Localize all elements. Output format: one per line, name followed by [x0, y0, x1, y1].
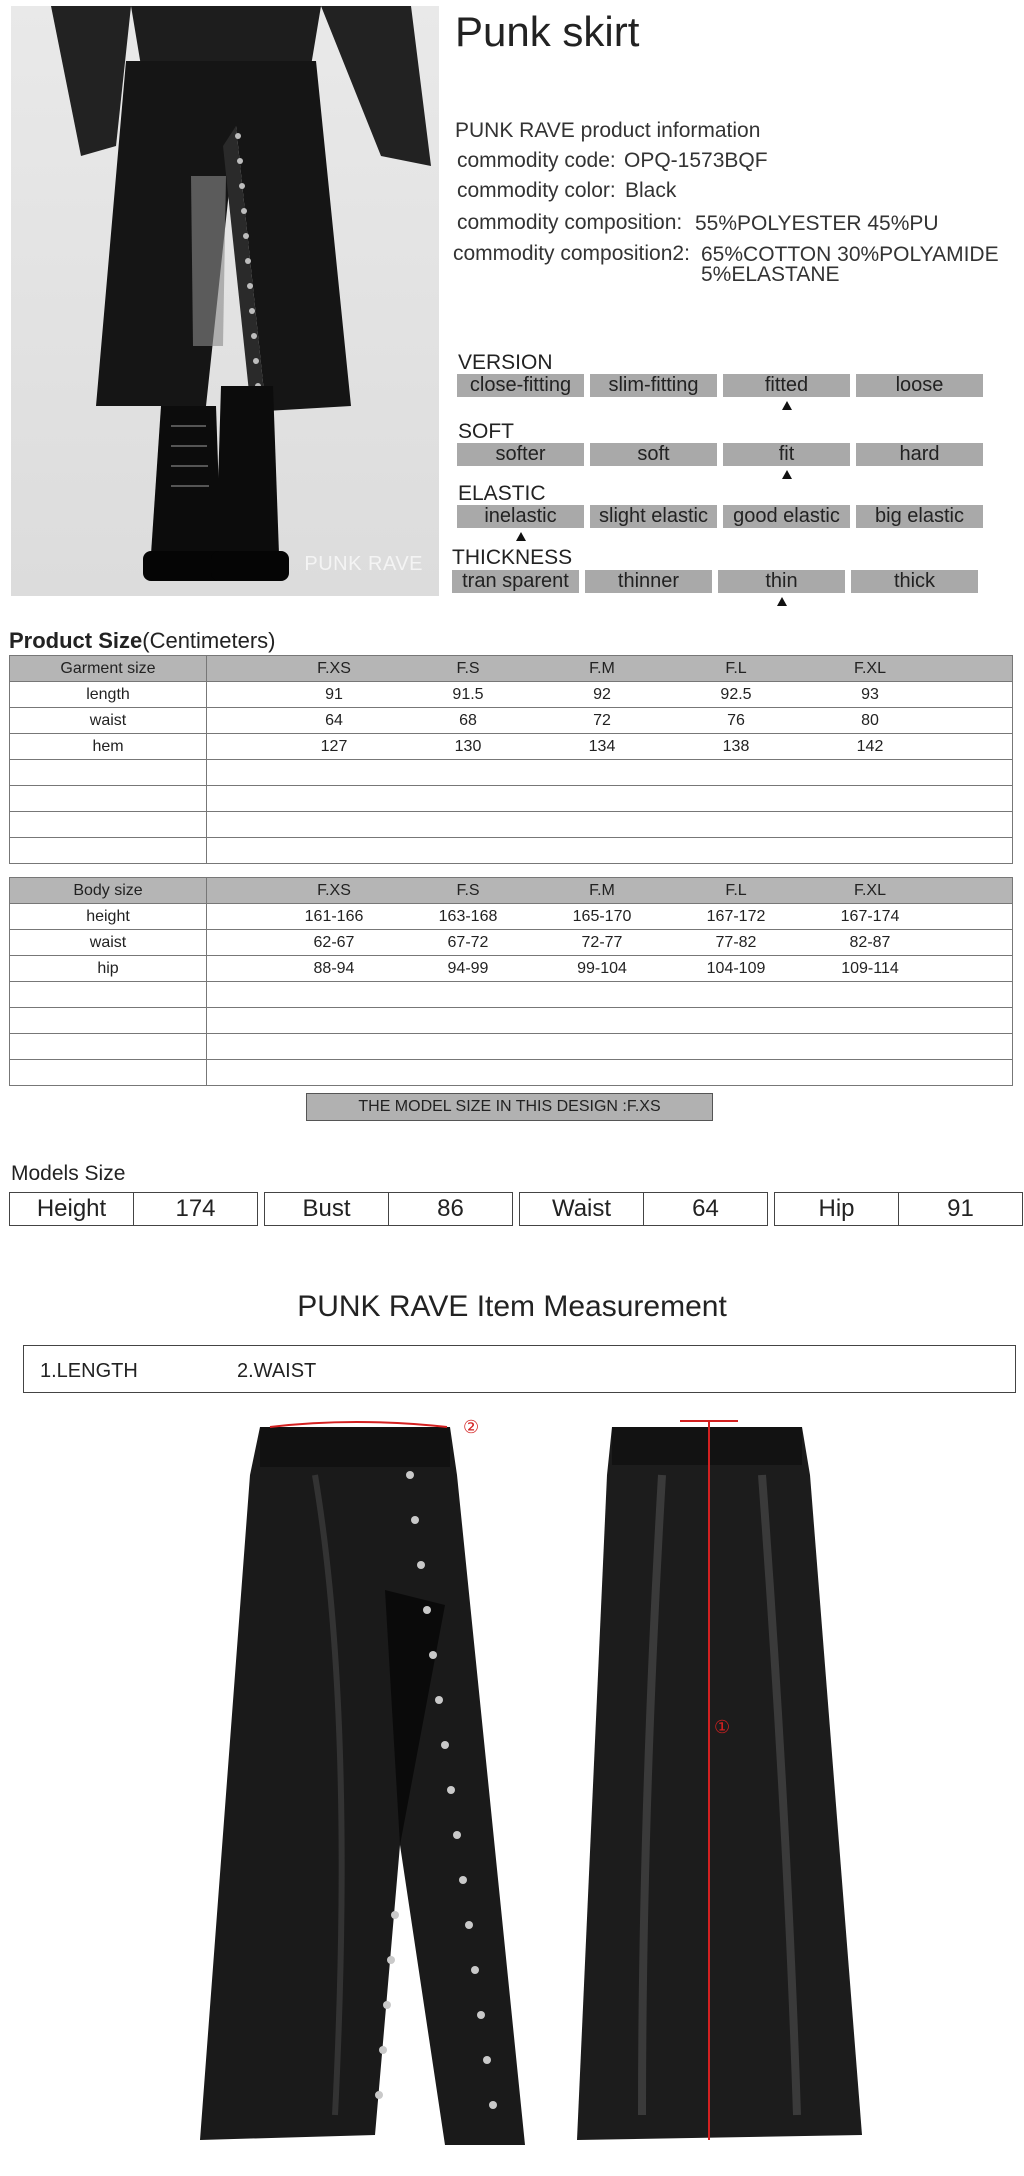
table-cell: height: [10, 904, 207, 930]
elastic-scale: [457, 505, 983, 528]
table-row-empty: [10, 838, 1013, 864]
composition2-line1: 65%COTTON 30%POLYAMIDE: [701, 243, 999, 266]
table-row-empty: [10, 812, 1013, 838]
product-size-unit: (Centimeters): [142, 628, 276, 653]
measurement-legend-box: [23, 1345, 1016, 1393]
table-row: [10, 682, 1013, 708]
table-row: [10, 708, 1013, 734]
version-option: loose: [856, 374, 983, 397]
model-hip-value: 91: [898, 1193, 1022, 1225]
product-size-title: Product Size: [9, 628, 143, 653]
table-cell: 127 130 134 138 142: [207, 734, 1013, 760]
model-waist-value: 64: [643, 1193, 767, 1225]
model-waist: [519, 1192, 768, 1226]
table-cell: length: [10, 682, 207, 708]
soft-scale: [457, 443, 983, 466]
commodity-code-label: commodity code:: [457, 149, 616, 172]
product-title: Punk skirt: [455, 8, 640, 55]
table-row-empty: [10, 760, 1013, 786]
skirt-back-illustration: [572, 1415, 872, 2155]
table-cell: 88-94 94-99 99-104 104-109 109-114: [207, 956, 1013, 982]
model-size-note: THE MODEL SIZE IN THIS DESIGN :F.XS: [306, 1093, 713, 1121]
legend-waist: 2.WAIST: [237, 1360, 317, 1382]
version-scale: [457, 374, 983, 397]
soft-label: SOFT: [458, 420, 514, 443]
model-waist-label: Waist: [551, 1195, 612, 1222]
table-cell: 64 68 72 76 80: [207, 708, 1013, 734]
elastic-option: big elastic: [856, 505, 983, 528]
version-option: slim-fitting: [590, 374, 717, 397]
table-header-cell: Body size: [10, 878, 207, 904]
soft-option: soft: [590, 443, 717, 466]
table-cell: waist: [10, 708, 207, 734]
elastic-option: slight elastic: [590, 505, 717, 528]
table-row: [10, 930, 1013, 956]
commodity-color-value: Black: [625, 179, 677, 202]
table-header-cell: Garment size: [10, 656, 207, 682]
measurement-title: PUNK RAVE Item Measurement: [297, 1290, 727, 1323]
waist-marker: ②: [463, 1417, 480, 1438]
elastic-label: ELASTIC: [458, 482, 546, 505]
version-option-selected: fitted: [723, 374, 850, 397]
table-header-row: [10, 656, 1013, 682]
skirt-front-illustration: [195, 1415, 525, 2155]
table-cell: 91 91.5 92 92.5 93: [207, 682, 1013, 708]
body-size-table: [9, 877, 1013, 1086]
model-hip-label: Hip: [818, 1195, 855, 1222]
table-row-empty: [10, 1034, 1013, 1060]
table-header-cell: F.XS F.S F.M F.L F.XL: [207, 878, 1013, 904]
table-header-cell: F.XS F.S F.M F.L F.XL: [207, 656, 1013, 682]
table-cell: hip: [10, 956, 207, 982]
models-size-heading: Models Size: [11, 1162, 126, 1185]
composition2-label: commodity composition2:: [453, 242, 690, 265]
thickness-scale: [452, 570, 978, 593]
model-bust-label: Bust: [302, 1195, 351, 1222]
version-option: close-fitting: [457, 374, 584, 397]
table-row-empty: [10, 786, 1013, 812]
table-row-empty: [10, 1060, 1013, 1086]
thickness-option-selected: thin: [718, 570, 845, 593]
thickness-option: tran sparent: [452, 570, 579, 593]
composition-value: 55%POLYESTER 45%PU: [695, 212, 939, 235]
table-row: [10, 904, 1013, 930]
model-bust: [264, 1192, 513, 1226]
product-size-heading: [9, 628, 276, 654]
elastic-option-selected: inelastic: [457, 505, 584, 528]
model-hip: [774, 1192, 1023, 1226]
model-height: [9, 1192, 258, 1226]
commodity-color-label: commodity color:: [457, 179, 616, 202]
soft-option-selected: fit: [723, 443, 850, 466]
info-heading: PUNK RAVE product information: [455, 119, 761, 142]
table-row-empty: [10, 982, 1013, 1008]
legend-length: 1.LENGTH: [40, 1360, 138, 1382]
version-label: VERSION: [458, 351, 553, 374]
composition-label: commodity composition:: [457, 211, 683, 234]
table-header-row: [10, 878, 1013, 904]
product-photo: [11, 6, 439, 596]
table-cell: 161-166 163-168 165-170 167-172 167-174: [207, 904, 1013, 930]
length-marker: ①: [714, 1717, 731, 1738]
composition2-line2: 5%ELASTANE: [701, 263, 840, 286]
model-illustration: [11, 6, 439, 596]
table-cell: waist: [10, 930, 207, 956]
models-size-row: [9, 1192, 1023, 1226]
thickness-option: thick: [851, 570, 978, 593]
garment-size-table: [9, 655, 1013, 864]
model-height-value: 174: [133, 1193, 257, 1225]
table-row: [10, 956, 1013, 982]
table-row: [10, 734, 1013, 760]
table-row-empty: [10, 1008, 1013, 1034]
commodity-code-value: OPQ-1573BQF: [624, 149, 768, 172]
model-height-label: Height: [36, 1195, 107, 1222]
thickness-option: thinner: [585, 570, 712, 593]
model-bust-value: 86: [388, 1193, 512, 1225]
soft-option: hard: [856, 443, 983, 466]
elastic-option: good elastic: [723, 505, 850, 528]
brand-watermark: PUNK RAVE: [304, 553, 423, 575]
table-cell: hem: [10, 734, 207, 760]
table-cell: 62-67 67-72 72-77 77-82 82-87: [207, 930, 1013, 956]
thickness-label: THICKNESS: [452, 546, 573, 569]
soft-option: softer: [457, 443, 584, 466]
